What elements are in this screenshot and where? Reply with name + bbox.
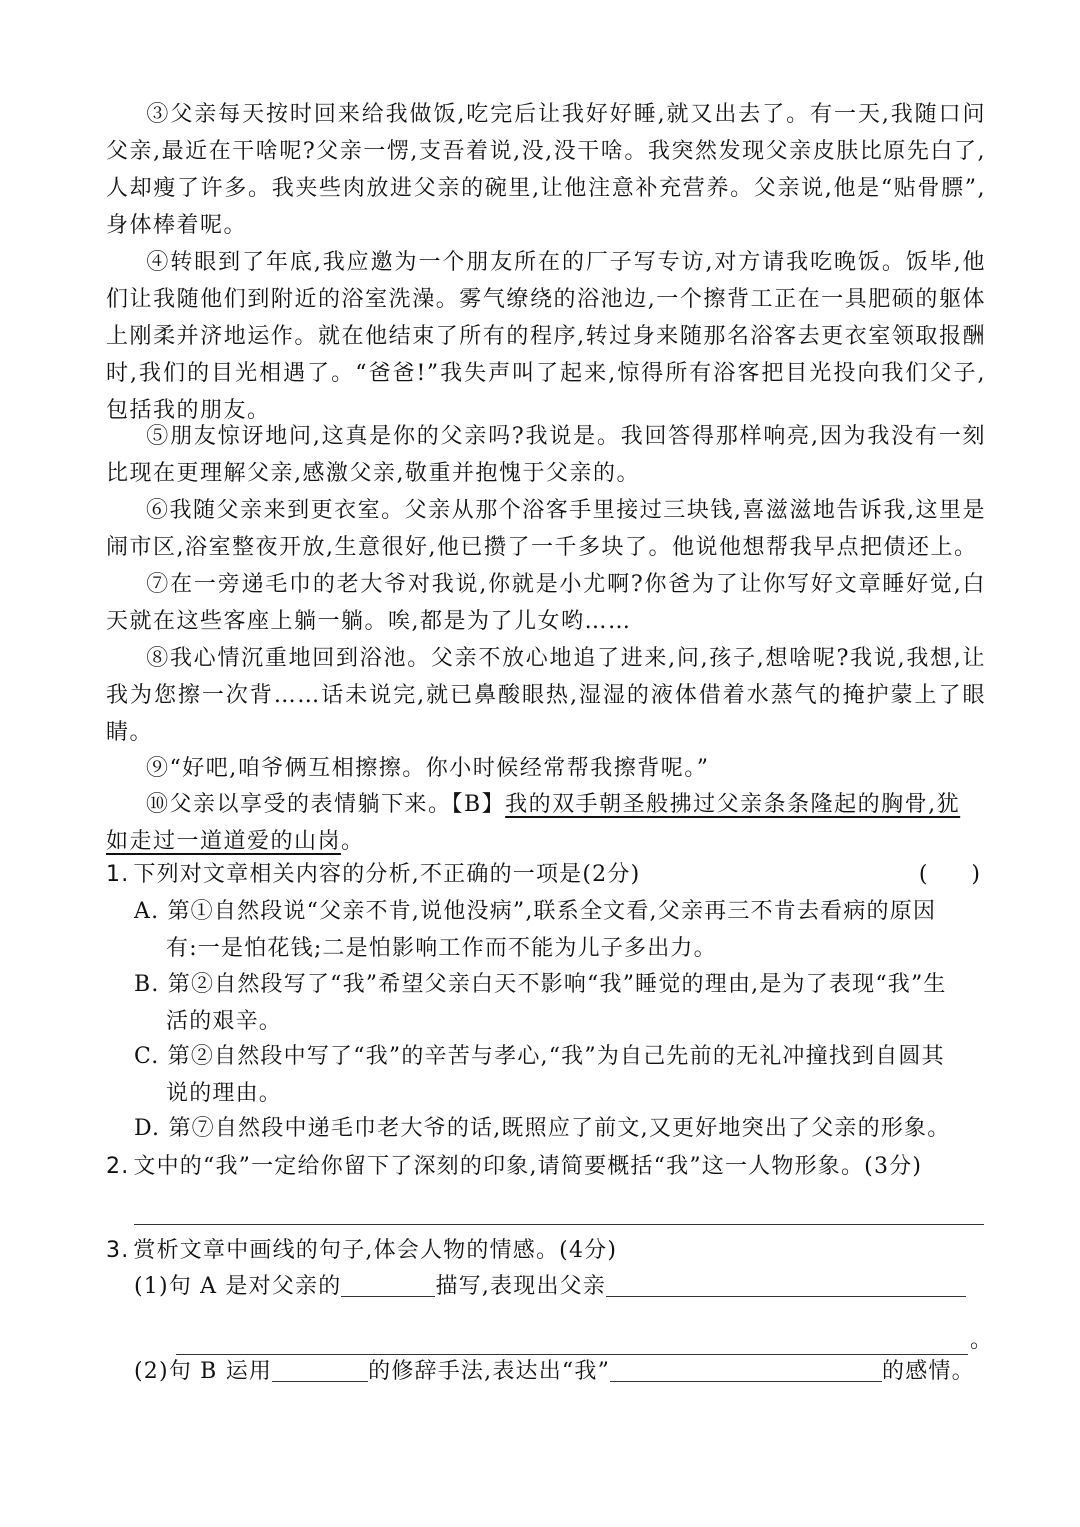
q3-1-blank-description-type[interactable]: [341, 1274, 435, 1297]
question-1: 1. 下列对文章相关内容的分析,不正确的一项是(2分): [106, 862, 641, 887]
option-a[interactable]: A. 第①自然段说“父亲不肯,说他没病”,联系全文看,父亲再三不肯去看病的原因 有:一是怕花钱;二是怕影响工作而不能为儿子多出力。: [134, 899, 937, 961]
paragraph-6: ⑥我随父亲来到更衣室。父亲从那个浴客手里接过三块钱,喜滋滋地告诉我,这里是闹市区,浴室整夜开放,生意很好,他已攒了一千多块了。他说他想帮我早点把债还上。: [106, 498, 986, 560]
answer-parentheses[interactable]: ( ): [918, 862, 980, 887]
paragraph-10: ⑩父亲以享受的表情躺下来。【B】我的双手朝圣般拂过父亲条条隆起的胸骨,犹 如走过一道道爱的山岗。: [106, 792, 961, 854]
q2-answer-line[interactable]: [134, 1224, 984, 1225]
option-d[interactable]: D. 第⑦自然段中递毛巾老大爷的话,既照应了前文,又更好地突出了父亲的形象。: [134, 1116, 951, 1141]
q3-1-blank-father-trait[interactable]: [606, 1274, 966, 1297]
paragraph-7: ⑦在一旁递毛巾的老大爷对我说,你就是小尤啊?你爸为了让你写好文章睡好觉,白天就在这些客座上躺一躺。唉,都是为了儿女哟……: [106, 572, 986, 634]
q3-2-blank-emotion[interactable]: [610, 1359, 882, 1382]
paragraph-8: ⑧我心情沉重地回到浴池。父亲不放心地追了进来,问,孩子,想啥呢?我说,我想,让我为您擦一次背……话未说完,就已鼻酸眼热,湿湿的液体借着水蒸气的掩护蒙上了眼睛。: [106, 646, 986, 745]
underlined-sentence-b-cont: 如走过一道道爱的山岗: [106, 829, 342, 854]
question-2: 2. 文中的“我”一定给你留下了深刻的印象,请简要概括“我”这一人物形象。(3分): [106, 1154, 923, 1179]
question-3: 3. 赏析文章中画线的句子,体会人物的情感。(4分): [106, 1238, 618, 1263]
q3-2-blank-rhetoric[interactable]: [272, 1359, 368, 1382]
question-3-part-1: (1)句 A 是对父亲的 描写,表现出父亲: [134, 1268, 966, 1305]
paragraph-9: ⑨“好吧,咱爷俩互相擦擦。你小时候经常帮我擦背呢。”: [146, 756, 710, 781]
paragraph-5: ⑤朋友惊讶地问,这真是你的父亲吗?我说是。我回答得那样响亮,因为我没有一刻比现在更理解父亲,感激父亲,敬重并抱愧于父亲的。: [106, 424, 986, 486]
option-b[interactable]: B. 第②自然段写了“我”希望父亲白天不影响“我”睡觉的理由,是为了表现“我”生 活的艰辛。: [134, 972, 947, 1034]
question-3-part-2: (2)句 B 运用 的修辞手法,表达出“我” 的感情。: [134, 1359, 975, 1384]
q3-1-end-mark: 。: [970, 1328, 993, 1353]
paragraph-3: ③父亲每天按时回来给我做饭,吃完后让我好好睡,就又出去了。有一天,我随口问父亲,最近在干啥呢?父亲一愣,支吾着说,没,没干啥。我突然发现父亲皮肤比原先白了,人却瘦了许多。我夹些肉放进父亲的碗里,让他注意补充营养。父亲说,他是“贴骨膘”,身体棒着呢。: [106, 102, 986, 238]
option-c[interactable]: C. 第②自然段中写了“我”的辛苦与孝心,“我”为自己先前的无礼冲撞找到自圆其 说的理由。: [134, 1044, 945, 1106]
paragraph-4: ④转眼到了年底,我应邀为一个朋友所在的厂子写专访,对方请我吃晚饭。饭毕,他们让我随他们到附近的浴室洗澡。雾气缭绕的浴池边,一个擦背工正在一具肥硕的躯体上刚柔并济地运作。就在他结束了所有的程序,转过身来随那名浴客去更衣室领取报酬时,我们的目光相遇了。“爸爸!”我失声叫了起来,惊得所有浴客把目光投向我们父子,包括我的朋友。: [106, 250, 986, 423]
underlined-sentence-b: 我的双手朝圣般拂过父亲条条隆起的胸骨,犹: [505, 792, 961, 817]
